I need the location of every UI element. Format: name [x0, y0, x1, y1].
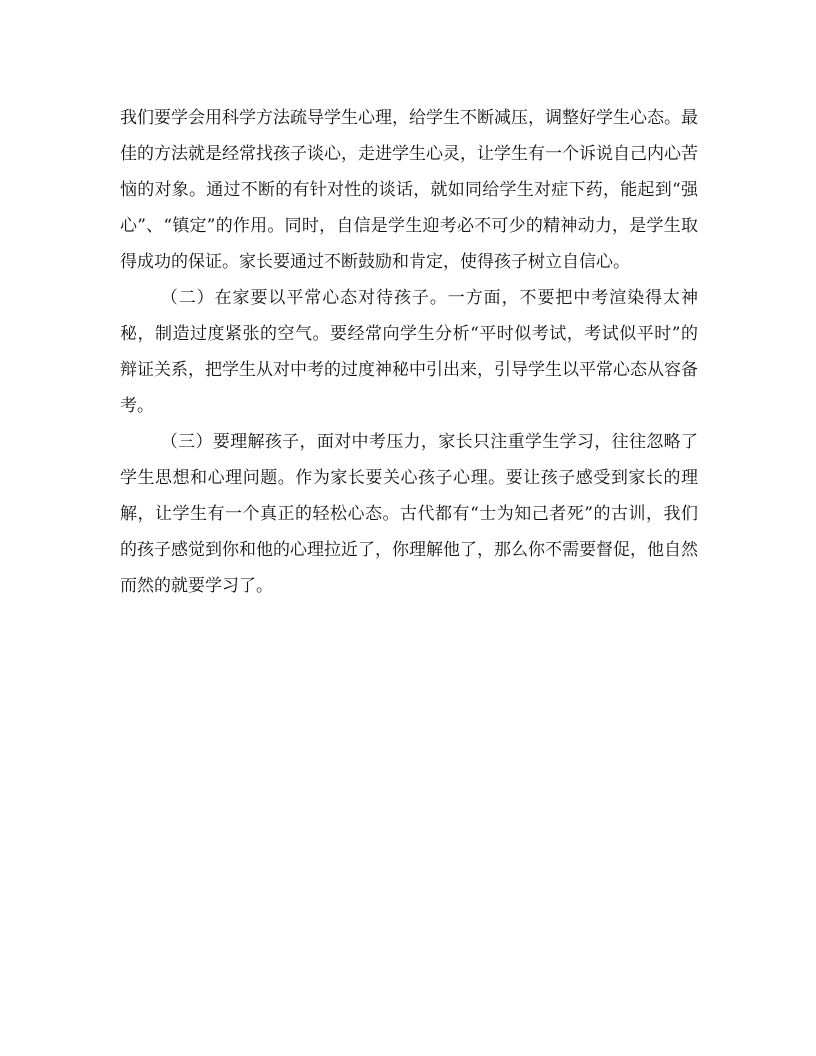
paragraph-2: （二）在家要以平常心态对待孩子。一方面，不要把中考渲染得太神秘，制造过度紧张的空气。要经常向学生分析“平时似考试，考试似平时”的辩证关系，把学生从对中考的过度神秘中引出来，引导学生以平常心态从容备考。 [120, 288, 698, 416]
paragraph-3: （三）要理解孩子，面对中考压力，家长只注重学生学习，往往忽略了学生思想和心理问题。作为家长要关心孩子心理。要让孩子感受到家长的理解，让学生有一个真正的轻松心态。古代都有“士为知己者死”的古训，我们的孩子感觉到你和他的心理拉近了，你理解他了，那么你不需要督促，他自然而然的就要学习了。 [120, 432, 698, 596]
paragraph-1: 我们要学会用科学方法疏导学生心理，给学生不断减压，调整好学生心态。最佳的方法就是经常找孩子谈心，走进学生心灵，让学生有一个诉说自己内心苦恼的对象。通过不断的有针对性的谈话，就如同给学生对症下药，能起到“强心”、“镇定”的作用。同时，自信是学生迎考必不可少的精神动力，是学生取得成功的保证。家长要通过不断鼓励和肯定，使得孩子树立自信心。 [120, 108, 698, 272]
document-body [120, 100, 698, 604]
